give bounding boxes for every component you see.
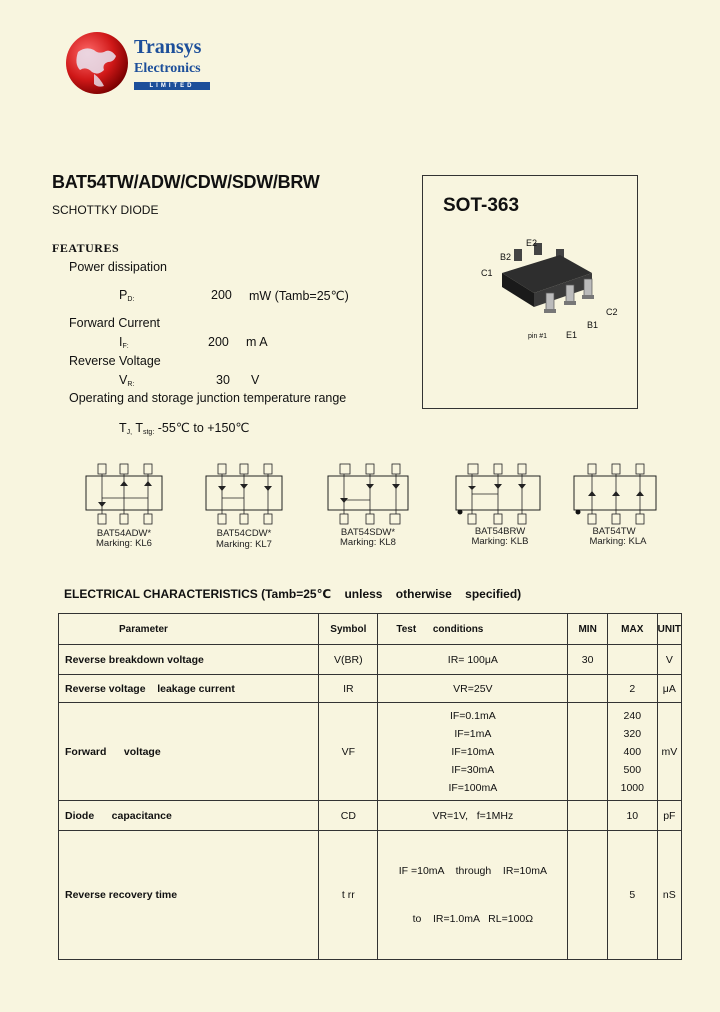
forward-test-2: IF=10mA bbox=[451, 745, 495, 758]
forward-test-4: IF=100mA bbox=[448, 781, 498, 794]
circuit-brw bbox=[454, 460, 542, 530]
circuit-tw-diagram bbox=[572, 460, 658, 530]
recovery-unit: nS bbox=[657, 831, 681, 960]
header-parameter: Parameter bbox=[59, 614, 319, 645]
breakdown-min: 30 bbox=[568, 645, 608, 675]
breakdown-max bbox=[607, 645, 657, 675]
circuit-adw-name: BAT54ADW* bbox=[96, 528, 152, 539]
if-sub: F: bbox=[122, 343, 129, 350]
table-row bbox=[59, 831, 682, 960]
features-heading: FEATURES bbox=[52, 241, 120, 255]
table-row bbox=[59, 801, 682, 831]
table-row bbox=[59, 703, 682, 801]
circuit-tw bbox=[572, 460, 658, 530]
electrical-characteristics-title: ELECTRICAL CHARACTERISTICS (Tamb=25℃ unless otherwise specified) bbox=[64, 587, 522, 601]
forward-test-0: IF=0.1mA bbox=[449, 709, 496, 722]
pin-label-c2: C2 bbox=[606, 307, 618, 317]
forward-test-1: IF=1mA bbox=[454, 727, 492, 740]
circuit-cdw-diagram bbox=[204, 460, 284, 530]
circuit-brw-diagram bbox=[454, 460, 542, 530]
header-min: MIN bbox=[568, 614, 608, 645]
if-sym: I bbox=[119, 335, 123, 349]
circuit-sdw-marking: Marking: KL8 bbox=[340, 537, 396, 548]
pin-label-c1: C1 bbox=[481, 268, 493, 278]
pin-label-e1: E1 bbox=[566, 330, 578, 340]
forward-min bbox=[568, 703, 608, 801]
temp-range-value: -55℃ to +150℃ bbox=[157, 421, 250, 435]
circuit-adw-marking: Marking: KL6 bbox=[96, 538, 152, 549]
circuit-cdw-marking: Marking: KL7 bbox=[216, 539, 272, 550]
circuit-cdw bbox=[204, 460, 284, 530]
recovery-test-1: IF =10mA through IR=10mA bbox=[398, 865, 547, 877]
capacitance-unit: pF bbox=[657, 801, 681, 831]
breakdown-test: IR= 100μA bbox=[378, 645, 568, 675]
pd-sym: P bbox=[119, 288, 128, 302]
leakage-test: VR=25V bbox=[378, 675, 568, 703]
forward-param: Forward voltage bbox=[59, 703, 319, 801]
vr-sym: V bbox=[119, 373, 128, 387]
pin-label-e2: E2 bbox=[526, 238, 538, 248]
pd-symbol bbox=[119, 288, 134, 303]
forward-tests bbox=[378, 703, 568, 801]
leakage-param: Reverse voltage leakage current bbox=[59, 675, 319, 703]
circuit-adw-diagram bbox=[84, 460, 164, 530]
company-logo bbox=[64, 30, 130, 96]
package-title: SOT-363 bbox=[443, 195, 520, 216]
forward-max-0: 240 bbox=[623, 709, 642, 722]
forward-max-3: 500 bbox=[623, 763, 642, 776]
logo-name: Transys bbox=[134, 36, 202, 58]
tj-sym: T bbox=[119, 421, 127, 435]
tstg-sym: T bbox=[135, 421, 143, 435]
circuit-sdw-name: BAT54SDW* bbox=[340, 527, 396, 538]
circuit-brw-marking: Marking: KLB bbox=[471, 536, 529, 547]
tstg-sub: stg: bbox=[142, 429, 155, 436]
leakage-min bbox=[568, 675, 608, 703]
pin-label-b2: B2 bbox=[500, 252, 512, 262]
table-header-row bbox=[59, 614, 682, 645]
circuit-sdw bbox=[326, 460, 410, 530]
temperature-range bbox=[119, 420, 249, 436]
circuit-cdw-name: BAT54CDW* bbox=[216, 528, 272, 539]
header-symbol: Symbol bbox=[319, 614, 378, 645]
circuit-tw-name: BAT54TW bbox=[592, 526, 636, 537]
breakdown-symbol: V(BR) bbox=[319, 645, 378, 675]
vr-unit: V bbox=[251, 373, 260, 387]
tj-sub: J, bbox=[126, 429, 133, 436]
header-unit: UNIT bbox=[657, 614, 681, 645]
electrical-characteristics-table bbox=[58, 613, 682, 960]
pd-value: 200 bbox=[211, 288, 232, 302]
circuit-tw-marking: Marking: KLA bbox=[589, 536, 647, 547]
table-row bbox=[59, 645, 682, 675]
capacitance-test: VR=1V, f=1MHz bbox=[378, 801, 568, 831]
pd-unit: mW (Tamb=25℃) bbox=[249, 289, 349, 303]
pin-label-b1: B1 bbox=[587, 320, 599, 330]
recovery-param: Reverse recovery time bbox=[59, 831, 319, 960]
reverse-voltage-label: Reverse Voltage bbox=[69, 354, 161, 368]
leakage-unit: μA bbox=[657, 675, 681, 703]
recovery-min bbox=[568, 831, 608, 960]
header-max: MAX bbox=[607, 614, 657, 645]
part-subtitle: SCHOTTKY DIODE bbox=[52, 203, 159, 217]
circuit-brw-name: BAT54BRW bbox=[474, 526, 526, 537]
if-unit: m A bbox=[246, 335, 268, 349]
capacitance-max: 10 bbox=[607, 801, 657, 831]
pd-sub: D: bbox=[127, 296, 135, 303]
globe-icon bbox=[64, 30, 130, 96]
vr-symbol bbox=[119, 373, 134, 388]
capacitance-symbol: CD bbox=[319, 801, 378, 831]
forward-current-label: Forward Current bbox=[69, 316, 160, 330]
forward-max-1: 320 bbox=[623, 727, 642, 740]
leakage-max: 2 bbox=[607, 675, 657, 703]
temperature-range-label: Operating and storage junction temperature range bbox=[69, 391, 347, 405]
breakdown-unit: V bbox=[657, 645, 681, 675]
forward-max-4: 1000 bbox=[620, 781, 644, 794]
capacitance-param: Diode capacitance bbox=[59, 801, 319, 831]
recovery-max: 5 bbox=[607, 831, 657, 960]
recovery-test bbox=[378, 831, 568, 960]
recovery-test-2: to IR=1.0mA RL=100Ω bbox=[412, 913, 534, 925]
header-test-conditions: Test conditions bbox=[378, 614, 568, 645]
table-row bbox=[59, 675, 682, 703]
vr-value: 30 bbox=[216, 373, 230, 387]
pin1-label: pin #1 bbox=[528, 333, 548, 340]
circuit-adw bbox=[84, 460, 164, 530]
part-title: BAT54TW/ADW/CDW/SDW/BRW bbox=[52, 172, 320, 192]
forward-unit: mV bbox=[657, 703, 681, 801]
logo-subname: Electronics bbox=[134, 61, 201, 76]
if-symbol bbox=[119, 335, 129, 350]
recovery-symbol: t rr bbox=[319, 831, 378, 960]
leakage-symbol: IR bbox=[319, 675, 378, 703]
circuit-sdw-diagram bbox=[326, 460, 410, 530]
forward-max-2: 400 bbox=[623, 745, 642, 758]
if-value: 200 bbox=[208, 335, 229, 349]
forward-symbol: VF bbox=[319, 703, 378, 801]
power-dissipation-label: Power dissipation bbox=[69, 260, 167, 274]
logo-limited-bar: LIMITED bbox=[134, 82, 210, 90]
capacitance-min bbox=[568, 801, 608, 831]
forward-max bbox=[607, 703, 657, 801]
breakdown-param: Reverse breakdown voltage bbox=[59, 645, 319, 675]
forward-test-3: IF=30mA bbox=[451, 763, 495, 776]
vr-sub: R: bbox=[127, 381, 135, 388]
